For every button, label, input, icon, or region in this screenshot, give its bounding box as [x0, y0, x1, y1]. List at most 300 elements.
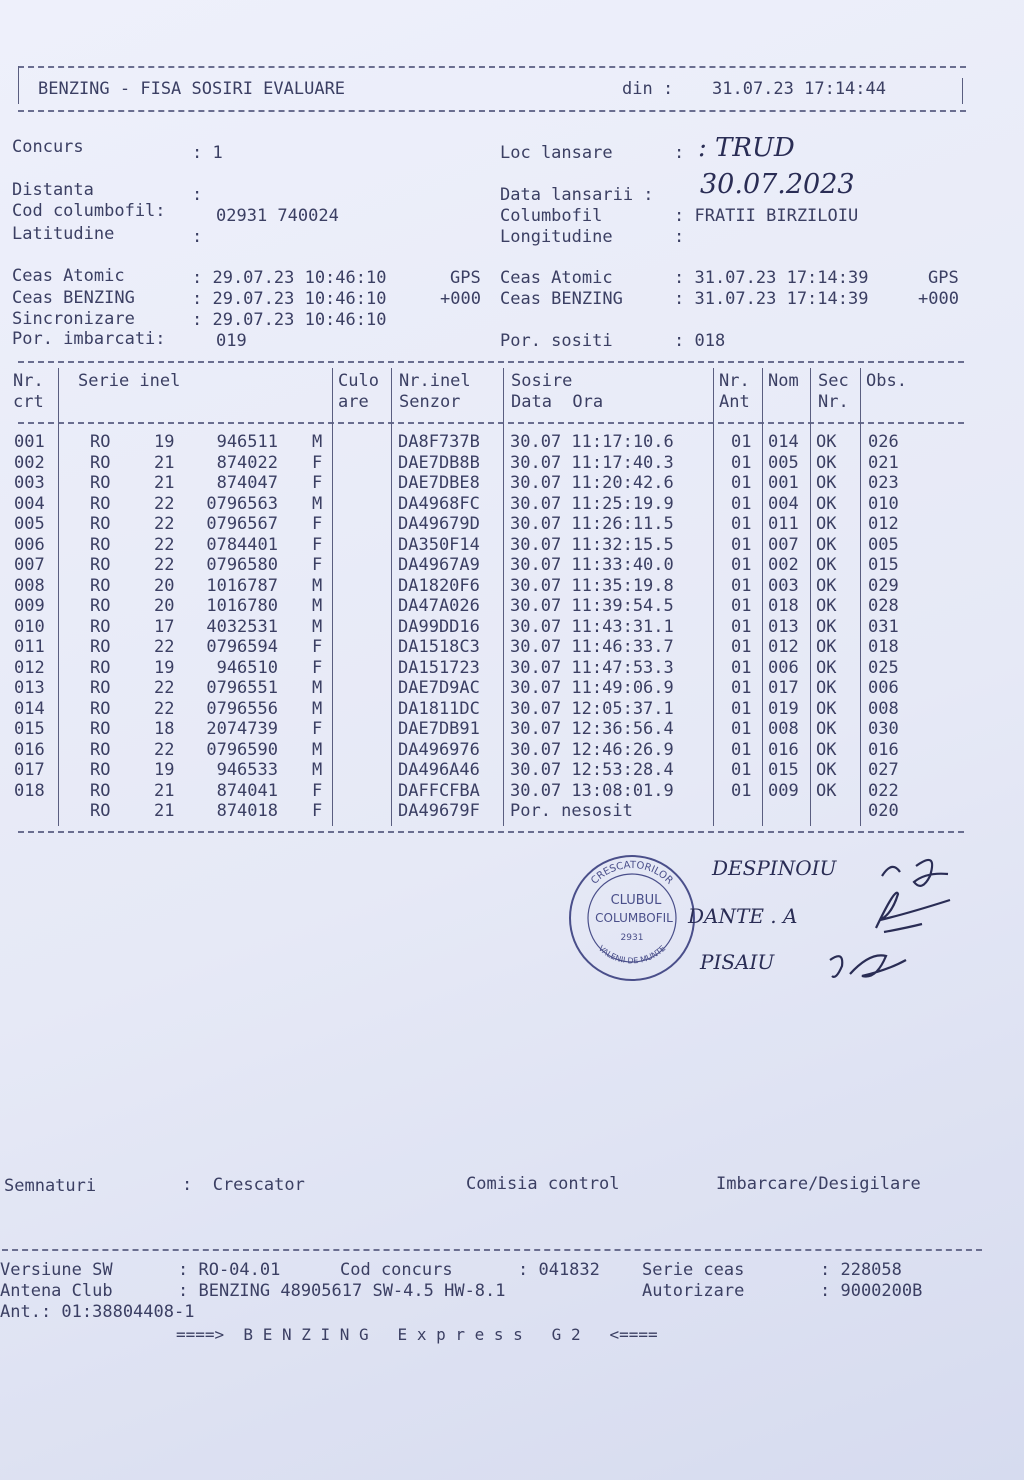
cod-columbofil-value: 02931 740024 [216, 206, 339, 226]
ceas-benzing-left-suffix: +000 [440, 289, 481, 309]
cell-year: 19 [154, 432, 175, 452]
cell-antenna: 01 [731, 678, 752, 698]
cell-year: 22 [154, 637, 175, 657]
cell-sec-nr: OK [816, 780, 837, 801]
cell-antenna: 01 [731, 452, 752, 473]
longitudine-value: : [674, 227, 685, 247]
cell-country: RO [90, 555, 111, 575]
cell-country: RO [90, 473, 111, 493]
cell-antenna: 01 [731, 432, 752, 452]
cell-sec-nr: OK [816, 760, 837, 780]
cell-sensor-id: DAE7DB8B [398, 452, 480, 473]
sincronizare-value: : 29.07.23 10:46:10 [192, 310, 387, 330]
cell-sensor-id: DA1518C3 [398, 637, 480, 657]
table-column-divider [860, 368, 861, 826]
cell-obs: 026 [868, 432, 899, 452]
cell-year: 20 [154, 575, 175, 596]
cell-antenna: 01 [731, 473, 752, 493]
latitudine-value: : [192, 227, 203, 247]
cell-ring-number: 0796580 [206, 555, 278, 575]
cell-sex: M [312, 698, 323, 719]
cell-antenna: 01 [731, 698, 752, 719]
table-bottom-rule [18, 831, 964, 833]
svg-text:CRESCATORILOR: CRESCATORILOR [589, 859, 675, 887]
cell-nr-crt: 010 [14, 616, 45, 637]
cell-ring-number: 1016780 [206, 596, 278, 616]
header-bottom-rule [18, 110, 966, 112]
table-header-sosire: Sosire [511, 371, 573, 391]
sincronizare-label: Sincronizare [12, 309, 135, 329]
header-right-edge [962, 78, 963, 104]
cell-arrival-time: 30.07 11:17:10.6 [510, 432, 674, 452]
cell-antenna: 01 [731, 719, 752, 739]
cell-nom: 016 [768, 739, 799, 760]
cell-sex: F [312, 555, 323, 575]
cell-nom: 013 [768, 616, 799, 637]
cod-columbofil-label: Cod columbofil: [12, 201, 166, 221]
longitudine-label: Longitudine [500, 227, 613, 247]
cell-arrival-time: 30.07 12:36:56.4 [510, 719, 674, 739]
cell-obs: 015 [868, 555, 899, 575]
cell-year: 19 [154, 657, 175, 678]
signature-mark-3 [826, 946, 910, 986]
cell-year: 22 [154, 698, 175, 719]
cell-arrival-time: 30.07 11:33:40.0 [510, 555, 674, 575]
cell-arrival-time: 30.07 11:17:40.3 [510, 452, 674, 473]
cell-sensor-id: DA49679D [398, 514, 480, 534]
cell-ring-number: 4032531 [206, 616, 278, 637]
cell-antenna: 01 [731, 657, 752, 678]
cell-sex: F [312, 637, 323, 657]
cell-nom: 019 [768, 698, 799, 719]
signature-name-2: DANTE . A [688, 904, 798, 928]
table-header-nr-crt: Nr. [13, 371, 44, 391]
cell-sec-nr: OK [816, 555, 837, 575]
table-column-divider [713, 368, 714, 826]
cell-ring-number: 874022 [216, 452, 278, 473]
cell-sec-nr: OK [816, 534, 837, 555]
cell-nom: 005 [768, 452, 799, 473]
cell-arrival-time: 30.07 11:46:33.7 [510, 637, 674, 657]
autorizare-value: : 9000200B [820, 1281, 923, 1301]
cell-arrival-time: 30.07 11:39:54.5 [510, 596, 674, 616]
cell-sec-nr: OK [816, 432, 837, 452]
cell-sec-nr: OK [816, 719, 837, 739]
cell-arrival-time: 30.07 11:43:31.1 [510, 616, 674, 637]
cell-obs: 031 [868, 616, 899, 637]
cell-ring-number: 0796594 [206, 637, 278, 657]
table-header-serie-inel: Serie inel [78, 371, 181, 391]
imbarcare-label: Imbarcare/Desigilare [716, 1174, 921, 1194]
cell-nom: 015 [768, 760, 799, 780]
cell-nr-crt: 012 [14, 657, 45, 678]
cell-antenna: 01 [731, 780, 752, 801]
cell-sec-nr: OK [816, 698, 837, 719]
cell-nr-crt: 018 [14, 780, 45, 801]
cell-ring-number: 0796556 [206, 698, 278, 719]
cell-nr-crt: 009 [14, 596, 45, 616]
cell-ring-number: 1016787 [206, 575, 278, 596]
cell-nom: 007 [768, 534, 799, 555]
cell-country: RO [90, 637, 111, 657]
cell-antenna: 01 [731, 555, 752, 575]
cell-country: RO [90, 452, 111, 473]
cell-year: 22 [154, 739, 175, 760]
print-datetime: 31.07.23 17:14:44 [712, 79, 886, 99]
cell-nom: 002 [768, 555, 799, 575]
table-header-culoare: are [338, 392, 369, 412]
cell-sec-nr: OK [816, 596, 837, 616]
data-lansarii-handwritten: 30.07.2023 [700, 169, 855, 200]
cell-nom: 014 [768, 432, 799, 452]
cell-antenna: 01 [731, 596, 752, 616]
cell-arrival-time: 30.07 11:35:19.8 [510, 575, 674, 596]
cell-ring-number: 874018 [216, 801, 278, 821]
cell-country: RO [90, 616, 111, 637]
cell-sex: M [312, 760, 323, 780]
cell-nr-crt: 008 [14, 575, 45, 596]
cell-year: 20 [154, 596, 175, 616]
cell-sensor-id: DAE7DBE8 [398, 473, 480, 493]
cell-sensor-id: DA350F14 [398, 534, 480, 555]
cell-obs: 016 [868, 739, 899, 760]
cell-nr-crt: 003 [14, 473, 45, 493]
antena-label: Antena Club [0, 1281, 113, 1301]
cell-sex: F [312, 780, 323, 801]
ceas-atomic-left-label: Ceas Atomic [12, 266, 125, 286]
cell-sensor-id: DAE7D9AC [398, 678, 480, 698]
sositi-value: : 018 [674, 331, 726, 351]
cell-ring-number: 0796567 [206, 514, 278, 534]
cell-sec-nr: OK [816, 739, 837, 760]
cell-ring-number: 0796590 [206, 739, 278, 760]
cell-arrival-time: 30.07 11:26:11.5 [510, 514, 674, 534]
cell-sex: F [312, 719, 323, 739]
cell-year: 19 [154, 760, 175, 780]
signature-name-1: DESPINOIU [712, 856, 837, 880]
cell-sex: M [312, 678, 323, 698]
cell-obs: 018 [868, 637, 899, 657]
table-column-divider [503, 368, 504, 826]
cell-sex: F [312, 452, 323, 473]
cell-arrival-time: 30.07 11:47:53.3 [510, 657, 674, 678]
cell-year: 22 [154, 555, 175, 575]
cell-obs: 008 [868, 698, 899, 719]
cell-nom: 009 [768, 780, 799, 801]
svg-text:CLUBUL: CLUBUL [610, 893, 662, 908]
cell-sec-nr: OK [816, 575, 837, 596]
cell-sex: M [312, 739, 323, 760]
cell-sex: F [312, 657, 323, 678]
cell-nr-crt: 004 [14, 493, 45, 514]
cell-obs: 005 [868, 534, 899, 555]
cell-year: 17 [154, 616, 175, 637]
table-header-culoare: Culo [338, 371, 379, 391]
ceas-benzing-left-value: : 29.07.23 10:46:10 [192, 289, 387, 309]
ceas-atomic-left-suffix: GPS [450, 268, 481, 288]
cell-antenna: 01 [731, 493, 752, 514]
cell-sensor-id: DAE7DB91 [398, 719, 480, 739]
cell-country: RO [90, 596, 111, 616]
cell-ring-number: 946533 [216, 760, 278, 780]
cell-year: 18 [154, 719, 175, 739]
cell-ring-number: 946511 [216, 432, 278, 452]
cell-sex: M [312, 575, 323, 596]
cell-nr-crt: 007 [14, 555, 45, 575]
autorizare-label: Autorizare [642, 1281, 745, 1301]
cell-year: 22 [154, 514, 175, 534]
cell-nom: 018 [768, 596, 799, 616]
cell-year: 22 [154, 493, 175, 514]
cell-country: RO [90, 534, 111, 555]
cell-ring-number: 2074739 [206, 719, 278, 739]
loc-lansare-colon: : [674, 143, 685, 163]
svg-text:2931: 2931 [620, 933, 644, 943]
serie-ceas-label: Serie ceas [642, 1260, 745, 1280]
cell-arrival-time: 30.07 11:20:42.6 [510, 473, 674, 493]
table-header-sosire: Data Ora [511, 392, 604, 412]
cell-sensor-id: DAFFCFBA [398, 780, 480, 801]
cell-sensor-id: DA4968FC [398, 493, 480, 514]
cell-nr-crt: 002 [14, 452, 45, 473]
svg-text:VALENII DE MUNTE: VALENII DE MUNTE [596, 943, 668, 966]
ceas-benzing-left-label: Ceas BENZING [12, 288, 135, 308]
cell-sec-nr: OK [816, 452, 837, 473]
loc-lansare-handwritten: : TRUD [698, 133, 795, 163]
cell-sensor-id: DA1811DC [398, 698, 480, 719]
cell-sensor-id: DA151723 [398, 657, 480, 678]
cell-ring-number: 0796551 [206, 678, 278, 698]
cell-nr-crt: 011 [14, 637, 45, 657]
cell-arrival-time: Por. nesosit [510, 801, 633, 821]
cell-nr-crt: 016 [14, 739, 45, 760]
cell-sensor-id: DA4967A9 [398, 555, 480, 575]
cell-obs: 029 [868, 575, 899, 596]
loc-lansare-label: Loc lansare [500, 143, 613, 163]
cell-ring-number: 874041 [216, 780, 278, 801]
latitudine-label: Latitudine [12, 224, 115, 244]
cell-arrival-time: 30.07 12:05:37.1 [510, 698, 674, 719]
cell-nom: 012 [768, 637, 799, 657]
cell-antenna: 01 [731, 575, 752, 596]
cell-sex: M [312, 616, 323, 637]
date-label: din : [622, 79, 674, 99]
signature-name-3: PISAIU [700, 950, 775, 974]
cell-country: RO [90, 780, 111, 801]
ceas-atomic-right-value: : 31.07.23 17:14:39 [674, 268, 869, 288]
imbarcati-label: Por. imbarcati: [12, 329, 166, 349]
cell-country: RO [90, 493, 111, 514]
table-header-sec-nr: Nr. [818, 392, 849, 412]
cell-arrival-time: 30.07 12:53:28.4 [510, 760, 674, 780]
cell-ring-number: 0784401 [206, 534, 278, 555]
cell-sex: F [312, 473, 323, 493]
cell-nr-crt: 001 [14, 432, 45, 452]
cell-year: 21 [154, 473, 175, 493]
semnaturi-label: Semnaturi [4, 1176, 97, 1196]
cell-country: RO [90, 760, 111, 780]
cell-arrival-time: 30.07 11:49:06.9 [510, 678, 674, 698]
cell-country: RO [90, 678, 111, 698]
table-header-nr-inel-senzor: Nr.inel [399, 371, 471, 391]
table-header-nr-crt: crt [13, 392, 44, 412]
concurs-value: : 1 [192, 143, 223, 163]
cell-ring-number: 874047 [216, 473, 278, 493]
distanta-value: : [192, 185, 203, 205]
concurs-label: Concurs [12, 137, 84, 157]
table-column-divider [391, 368, 392, 826]
distanta-label: Distanta [12, 180, 94, 200]
cell-country: RO [90, 801, 111, 821]
versiune-value: : RO-04.01 [178, 1260, 281, 1280]
columbofil-label: Columbofil [500, 206, 603, 226]
ceas-benzing-right-label: Ceas BENZING [500, 289, 623, 309]
page-title: BENZING - FISA SOSIRI EVALUARE [38, 79, 346, 99]
cell-nr-crt: 005 [14, 514, 45, 534]
cell-sec-nr: OK [816, 493, 837, 514]
imbarcati-value: 019 [216, 331, 247, 351]
comisia-label: Comisia control [466, 1174, 620, 1194]
cell-country: RO [90, 698, 111, 719]
cell-year: 22 [154, 534, 175, 555]
cell-year: 21 [154, 780, 175, 801]
cod-concurs-label: Cod concurs [340, 1260, 453, 1280]
cell-antenna: 01 [731, 616, 752, 637]
cell-sensor-id: DA49679F [398, 801, 480, 821]
table-header-obs: Obs. [866, 371, 907, 391]
versiune-label: Versiune SW [0, 1260, 113, 1280]
data-lansarii-label: Data lansarii : [500, 185, 654, 205]
cell-obs: 010 [868, 493, 899, 514]
cell-arrival-time: 30.07 11:32:15.5 [510, 534, 674, 555]
cell-sex: M [312, 596, 323, 616]
crescator-label: : Crescator [182, 1175, 305, 1195]
cell-ring-number: 946510 [216, 657, 278, 678]
table-column-divider [332, 368, 333, 826]
cell-nom: 004 [768, 493, 799, 514]
cell-obs: 027 [868, 760, 899, 780]
cell-antenna: 01 [731, 760, 752, 780]
ceas-atomic-left-value: : 29.07.23 10:46:10 [192, 268, 387, 288]
cell-sensor-id: DA47A026 [398, 596, 480, 616]
cell-sex: M [312, 432, 323, 452]
cell-nom: 003 [768, 575, 799, 596]
cell-country: RO [90, 432, 111, 452]
cell-arrival-time: 30.07 11:25:19.9 [510, 493, 674, 514]
cell-antenna: 01 [731, 739, 752, 760]
cod-concurs-value: : 041832 [518, 1260, 600, 1280]
cell-year: 22 [154, 678, 175, 698]
cell-nr-crt: 014 [14, 698, 45, 719]
table-header-sec-nr: Sec [818, 371, 849, 391]
cell-obs: 028 [868, 596, 899, 616]
cell-sensor-id: DA99DD16 [398, 616, 480, 637]
cell-sensor-id: DA1820F6 [398, 575, 480, 596]
ceas-atomic-right-suffix: GPS [928, 268, 959, 288]
cell-sensor-id: DA496976 [398, 739, 480, 760]
cell-obs: 025 [868, 657, 899, 678]
cell-nom: 011 [768, 514, 799, 534]
cell-country: RO [90, 657, 111, 678]
cell-obs: 020 [868, 801, 899, 821]
ceas-benzing-right-suffix: +000 [918, 289, 959, 309]
cell-sensor-id: DA8F737B [398, 432, 480, 452]
cell-sec-nr: OK [816, 473, 837, 493]
cell-obs: 030 [868, 719, 899, 739]
cell-sec-nr: OK [816, 678, 837, 698]
cell-nom: 006 [768, 657, 799, 678]
cell-sex: M [312, 493, 323, 514]
cell-country: RO [90, 739, 111, 760]
cell-nr-crt: 015 [14, 719, 45, 739]
cell-ring-number: 0796563 [206, 493, 278, 514]
cell-country: RO [90, 514, 111, 534]
cell-antenna: 01 [731, 534, 752, 555]
cell-obs: 006 [868, 678, 899, 698]
table-header-nr-inel-senzor: Senzor [399, 392, 461, 412]
serie-ceas-value: : 228058 [820, 1260, 902, 1280]
cell-nr-crt: 017 [14, 760, 45, 780]
table-column-divider [810, 368, 811, 826]
cell-sec-nr: OK [816, 637, 837, 657]
cell-obs: 021 [868, 452, 899, 473]
cell-sec-nr: OK [816, 657, 837, 678]
ceas-atomic-right-label: Ceas Atomic [500, 268, 613, 288]
cell-sex: F [312, 801, 323, 821]
cell-arrival-time: 30.07 13:08:01.9 [510, 780, 674, 801]
table-column-divider [58, 368, 59, 826]
ant-line: Ant.: 01:38804408-1 [0, 1302, 195, 1322]
cell-nom: 001 [768, 473, 799, 493]
footer-rule [2, 1249, 982, 1251]
cell-arrival-time: 30.07 12:46:26.9 [510, 739, 674, 760]
cell-antenna: 01 [731, 637, 752, 657]
benzing-brand-line: ====> B E N Z I N G E x p r e s s G 2 <==== [176, 1325, 658, 1344]
cell-country: RO [90, 719, 111, 739]
cell-sex: F [312, 534, 323, 555]
cell-antenna: 01 [731, 514, 752, 534]
cell-obs: 012 [868, 514, 899, 534]
cell-nr-crt: 013 [14, 678, 45, 698]
club-stamp [566, 852, 698, 984]
cell-sec-nr: OK [816, 514, 837, 534]
cell-year: 21 [154, 452, 175, 473]
cell-sec-nr: OK [816, 616, 837, 637]
ceas-benzing-right-value: : 31.07.23 17:14:39 [674, 289, 869, 309]
table-header-nom: Nom [768, 371, 799, 391]
columbofil-value: : FRATII BIRZILOIU [674, 206, 859, 226]
header-top-rule [18, 66, 966, 68]
signature-mark-2 [866, 884, 956, 940]
cell-obs: 023 [868, 473, 899, 493]
sositi-label: Por. sositi [500, 331, 613, 351]
header-left-edge [18, 66, 19, 104]
cell-nom: 017 [768, 678, 799, 698]
table-top-rule [18, 361, 964, 363]
table-header-rule [18, 422, 964, 424]
table-header-nr-ant: Nr. [719, 371, 750, 391]
cell-sensor-id: DA496A46 [398, 760, 480, 780]
cell-year: 21 [154, 801, 175, 821]
cell-sex: F [312, 514, 323, 534]
svg-text:COLUMBOFIL: COLUMBOFIL [595, 911, 673, 925]
table-column-divider [762, 368, 763, 826]
cell-nr-crt: 006 [14, 534, 45, 555]
table-header-nr-ant: Ant [719, 392, 750, 412]
cell-obs: 022 [868, 780, 899, 801]
cell-country: RO [90, 575, 111, 596]
cell-nom: 008 [768, 719, 799, 739]
